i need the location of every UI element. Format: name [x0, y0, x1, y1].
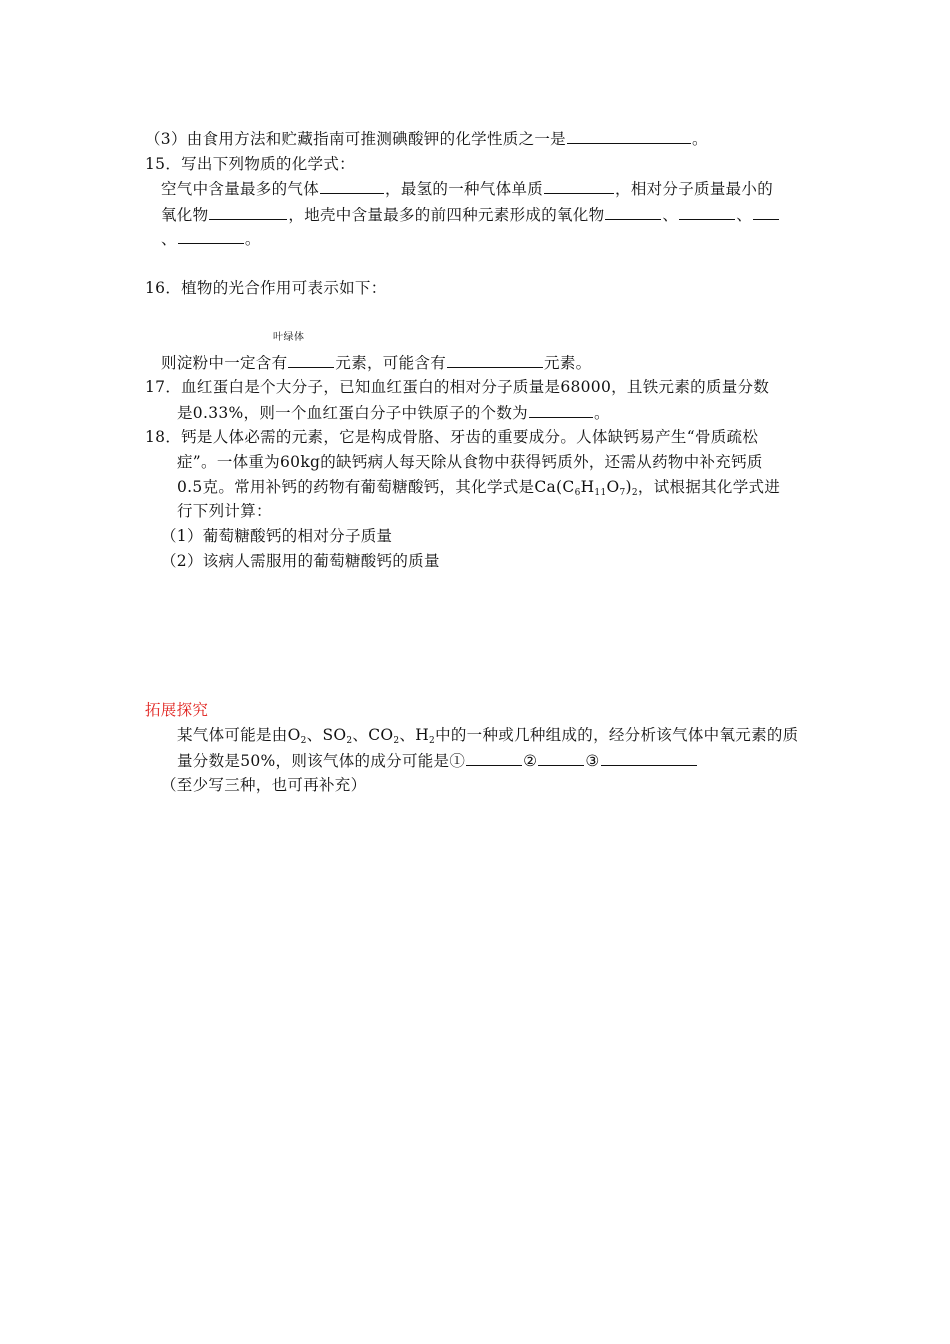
- extension-line-1: 某气体可能是由$O_2$、$SO_2$、$CO_2$、$H_2$中的一种或几种组成的，经分析该气体中氧元素的质: [177, 726, 799, 746]
- q15-line-3: 、 。: [161, 230, 261, 248]
- answer-blank-3[interactable]: [601, 750, 697, 766]
- chlorophyll-label: 叶绿体: [273, 332, 305, 343]
- q15-line-1: 空气中含量最多的气体 ，最氢的一种气体单质 ，相对分子质量最小的: [161, 180, 774, 198]
- answer-blank[interactable]: [567, 128, 691, 144]
- q18-line-3: 0.5克。常用补钙的药物有葡萄糖酸钙，其化学式是$Ca(C_6H_{11}O_7)_2$，试根据其化学式进: [177, 478, 781, 498]
- q17-line-2: 是0.33%，则一个血红蛋白分子中铁原子的个数为 。: [177, 404, 610, 422]
- q18-line-1: 18．钙是人体必需的元素，它是构成骨胳、牙齿的重要成分。人体缺钙易产生“骨质疏松: [145, 428, 759, 446]
- q18-sub-1: （1）葡萄糖酸钙的相对分子质量: [161, 527, 393, 545]
- answer-blank-2[interactable]: [538, 750, 584, 766]
- answer-blank-1[interactable]: [466, 750, 522, 766]
- q18-line-2: 症”。一体重为60kg的缺钙病人每天除从食物中获得钙质外，还需从药物中补充钙质: [177, 453, 763, 471]
- q16-prompt: 16．植物的光合作用可表示如下：: [145, 279, 387, 297]
- q18-line-4: 行下列计算：: [177, 502, 272, 520]
- answer-blank[interactable]: [288, 352, 334, 368]
- answer-blank[interactable]: [753, 204, 779, 220]
- q18-sub-2: （2）该病人需服用的葡萄糖酸钙的质量: [161, 552, 440, 570]
- answer-blank[interactable]: [447, 352, 543, 368]
- answer-blank[interactable]: [209, 204, 287, 220]
- answer-blank[interactable]: [178, 228, 244, 244]
- extension-note: （至少写三种，也可再补充）: [161, 776, 367, 794]
- extension-heading: 拓展探究: [145, 701, 209, 719]
- q15-line-2: 氧化物 ，地壳中含量最多的前四种元素形成的氧化物 、 、: [161, 204, 780, 225]
- question-number: 17．: [145, 378, 182, 396]
- extension-line-2: 量分数是50%，则该气体的成分可能是① ② ③: [177, 750, 698, 771]
- answer-blank[interactable]: [605, 204, 661, 220]
- q17-line-1: 17．血红蛋白是个大分子，已知血红蛋白的相对分子质量是68000，且铁元素的质量分数: [145, 378, 770, 396]
- q15-prompt: 15．写出下列物质的化学式：: [145, 155, 355, 173]
- q16-answer-line: 则淀粉中一定含有 元素，可能含有 元素。: [161, 354, 592, 372]
- question-number: 16．: [145, 279, 182, 297]
- answer-blank[interactable]: [529, 402, 593, 418]
- answer-blank[interactable]: [679, 204, 735, 220]
- q14-part3-text: （3）由食用方法和贮藏指南可推测碘酸钾的化学性质之一是: [145, 130, 566, 148]
- answer-blank[interactable]: [544, 178, 614, 194]
- question-number: 15．: [145, 155, 182, 173]
- answer-blank[interactable]: [320, 178, 384, 194]
- question-number: 18．: [145, 428, 182, 446]
- q14-part3-line: （3）由食用方法和贮藏指南可推测碘酸钾的化学性质之一是 。: [145, 130, 708, 148]
